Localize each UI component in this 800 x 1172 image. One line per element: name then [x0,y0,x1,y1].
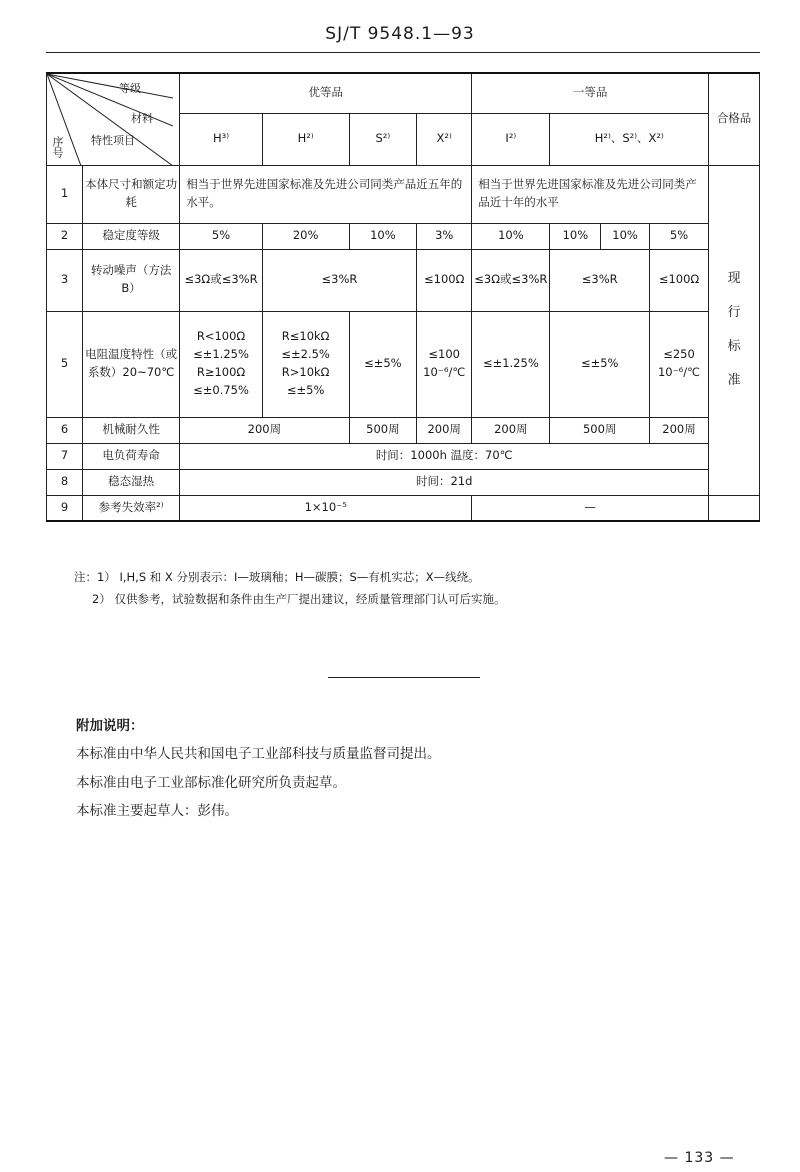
row-value: ≤100Ω [649,249,708,311]
row-value: 相当于世界先进国家标准及先进公司同类产品近十年的水平 [472,165,709,223]
row-value: ≤±1.25% [472,311,550,417]
row-value: 5% [180,223,263,249]
table-row [47,249,760,311]
row-no: 7 [47,443,83,469]
row-value: ≤3Ω或≤3%R [472,249,550,311]
row-value: 时间：1000h 温度：70℃ [180,443,709,469]
row-value: 200周 [180,417,349,443]
row-value: 时间：21d [180,469,709,495]
row-item: 电阻温度特性（或系数）20~70℃ [82,311,179,417]
appendix-title: 附加说明： [76,718,144,734]
row-value [709,495,760,521]
col-header: I²⁾ [472,113,550,165]
row-no: 3 [47,249,83,311]
row-no: 5 [47,311,83,417]
table-row [47,495,760,521]
row-value: 500周 [349,417,417,443]
col-header: X²⁾ [417,113,472,165]
col-header: H²⁾、S²⁾、X²⁾ [550,113,709,165]
row-value: 200周 [417,417,472,443]
row-value: 3% [417,223,472,249]
row-value: ≤100Ω [417,249,472,311]
spec-table [46,72,760,522]
note-line: 注：1） I,H,S 和 X 分别表示：I—玻璃釉；H—碳膜；S—有机实芯；X—线绕。 [74,570,480,584]
appendix [76,712,441,825]
row-item: 参考失效率²⁾ [82,495,179,521]
row-value: ≤3%R [550,249,649,311]
table-row [47,469,760,495]
appendix-line: 本标准由电子工业部标准化研究所负责起草。 [76,774,346,791]
standard-code: SJ/T 9548.1—93 [325,24,475,44]
group-top-header: 优等品 [180,73,472,113]
row-value: — [472,495,709,521]
appendix-line: 本标准主要起草人：彭伟。 [76,803,238,820]
row-value: ≤±5% [349,311,417,417]
corner-grade-label: 等级 [119,82,141,95]
row-item: 转动噪声（方法B） [82,249,179,311]
qualified-side-label: 现 行 标 准 [709,165,760,495]
group-qualified-header: 合格品 [709,73,760,165]
row-value: ≤100 10⁻⁶/℃ [417,311,472,417]
row-item: 稳定度等级 [82,223,179,249]
row-value: 5% [649,223,708,249]
group-first-header: 一等品 [472,73,709,113]
section-divider [328,677,480,678]
col-header: H³⁾ [180,113,263,165]
row-value: 200周 [472,417,550,443]
row-value: ≤250 10⁻⁶/℃ [649,311,708,417]
table-corner-cell [47,73,180,165]
row-value: 10% [550,223,601,249]
col-header: S²⁾ [349,113,417,165]
row-value: 相当于世界先进国家标准及先进公司同类产品近五年的水平。 [180,165,472,223]
note-line: 2） 仅供参考，试验数据和条件由生产厂提出建议，经质量管理部门认可后实施。 [92,592,506,607]
row-value: 200周 [649,417,708,443]
corner-material-label: 材料 [131,112,153,125]
row-value: 500周 [550,417,649,443]
row-value: 20% [262,223,349,249]
row-value: ≤±5% [550,311,649,417]
table-row [47,443,760,469]
row-item: 电负荷寿命 [82,443,179,469]
table-row [47,417,760,443]
row-no: 8 [47,469,83,495]
row-value: ≤3Ω或≤3%R [180,249,263,311]
row-item: 本体尺寸和额定功耗 [82,165,179,223]
table-notes [74,566,505,611]
row-no: 1 [47,165,83,223]
corner-item-label: 特性项目 [91,134,135,147]
row-no: 2 [47,223,83,249]
row-item: 机械耐久性 [82,417,179,443]
page-number: — 133 — [664,1150,735,1166]
row-value: 10% [601,223,650,249]
row-value: R≤10kΩ ≤±2.5% R>10kΩ ≤±5% [262,311,349,417]
col-header: H²⁾ [262,113,349,165]
row-value: 1×10⁻⁵ [180,495,472,521]
row-no: 6 [47,417,83,443]
row-value: 10% [349,223,417,249]
row-value: 10% [472,223,550,249]
table-row [47,311,760,417]
corner-serial-label: 序号 [51,136,65,158]
table-row [47,165,760,223]
row-value: ≤3%R [262,249,416,311]
row-no: 9 [47,495,83,521]
header-rule [46,52,760,53]
table-row [47,223,760,249]
appendix-line: 本标准由中华人民共和国电子工业部科技与质量监督司提出。 [76,746,441,763]
row-value: R<100Ω ≤±1.25% R≥100Ω ≤±0.75% [180,311,263,417]
row-item: 稳态湿热 [82,469,179,495]
